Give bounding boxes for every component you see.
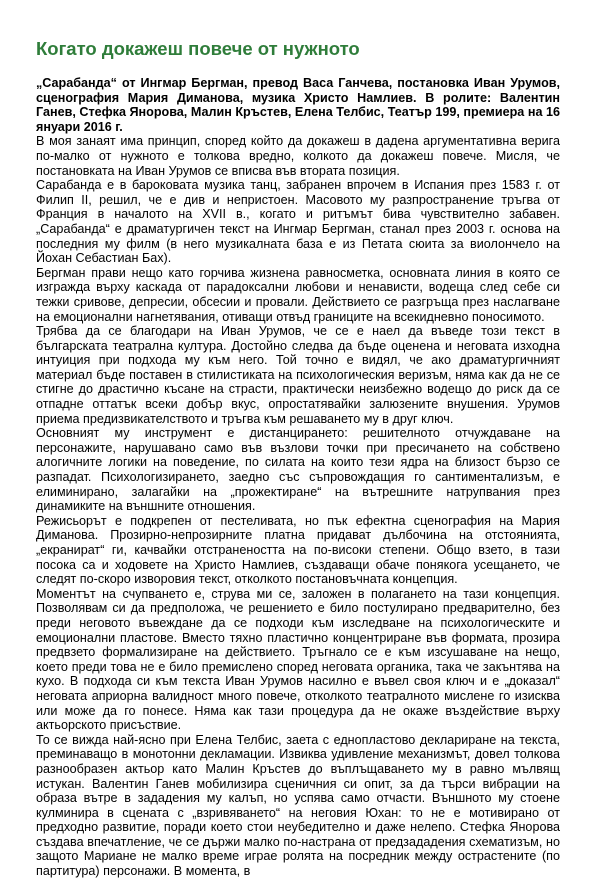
paragraph-8: То се вижда най-ясно при Елена Телбис, заета с еднопластово деклариране на текста, преминаващо в монотонни декламации. Извиква удивление механизмът, довел толкова разнообразен актьор като Малин Кръстев до въплъщаването му в равно мълвящ истукан. Валентин Ганев мобилизира сценичния си опит, за да търси вибрации на образа вътре в зададения му калъп, но успява само отчасти. Външното му стоене кулминира в сцената с „взривяването“ на неговия Юхан: то не е мотивирано от предходно развитие, поради което стои неубедително и даже нелепо. Стефка Янорова създава впечатление, че се държи малко по-настрана от предзададения схематизъм, но защото Мариане не малко време играе ролята на посредник между острастените (по партитура) персонажи. В момента, в	[36, 732, 560, 879]
paragraph-4: Трябва да се благодари на Иван Урумов, че се е наел да въведе този текст в българската театрална култура. Достойно следва да бъде оценена и неговата изходна интуиция при подхода му към него. Той точно е видял, че ако драматургичният материал бъде поставен в стилистиката на психологическия веризъм, няма как да не се стигне до драстично късане на страсти, практически неизбежно водещо до риск да се отпадне оттатък всеки добър вкус, опростатявайки залюзените внушения. Урумов приема предизвикателството и тръгва към решаването му в друг ключ.	[36, 324, 560, 426]
production-credits: „Сарабанда“ от Ингмар Бергман, превод Васа Ганчева, постановка Иван Урумов, сценография Мария Диманова, музика Христо Намлиев. В ролите: Валентин Ганев, Стефка Янорова, Малин Кръстев, Елена Телбис, Театър 199, премиера на 16 януари 2016 г.	[36, 76, 560, 134]
paragraph-2: Сарабанда е в бароковата музика танц, забранен впрочем в Испания през 1583 г. от Филип II, решил, че е див и непристоен. Масовото му разпространение тръгва от Франция в началото на XVII в., когато и ритъмът бива чувствително забавен. „Сарабанда“ е драматургичен текст на Ингмар Бергман, станал през 2003 г. основа на последния му филм (в него музикалната база е из Петата сюита за виолончело на Йохан Себастиан Бах).	[36, 178, 560, 266]
paragraph-1: В моя занаят има принцип, според който да докажеш в дадена аргументативна верига по-малко от нужното е толкова вредно, колкото да докажеш повече. Мисля, че постановката на Иван Урумов се вписва във втората позиция.	[36, 134, 560, 178]
paragraph-5: Основният му инструмент е дистанцирането: решителното отчуждаване на персонажите, нарушавано само във възлови точки при пресичането на собствено алогичните логики на поведение, по силата на които тези ядра на близост бързо се разпадат. Психологизирането, заедно със съпровождащия го сантиментализъм, е елиминирано, залагайки на „прожектиране“ на вътрешните натрупвания през динамиките на външните отношения.	[36, 426, 560, 514]
paragraph-7: Моментът на счупването е, струва ми се, заложен в полагането на тази концепция. Позволявам си да предположа, че решението е било постулирано предварително, без преди неговото въвеждане да се подходи към изследване на психологическите и емоционални пластове. Вместо тяхно пластично концентриране във формата, прозира предвзето формализиране на действието. Тръгнало се е към изсушаване на нещо, което преди това не е било премислено според неговата органика, така че закънтява на кухо. В подхода си към текста Иван Урумов насилно е въвел своя ключ и е „доказал“ неговата априорна валидност много повече, отколкото театралното мислене го изисква или може да го понесе. Няма как тази процедура да не окаже въздействие върху актьорското присъствие.	[36, 586, 560, 733]
article-title: Когато докажеш повече от нужното	[36, 38, 360, 59]
paragraph-6: Режисьорът е подкрепен от пестеливата, но пък ефектна сценография на Мария Диманова. Прозирно-непрозирните платна придават дълбочина на отстоянията, „екранират“ ги, качвайки отстранеността на по-високи степени. Общо взето, в тази посока са и ходовете на Христо Намлиев, създаващи обаче понякога усещането, че следят по-скоро изворовия текст, отколкото постановъчната концепция.	[36, 513, 560, 587]
paragraph-3: Бергман прави нещо като горчива жизнена равносметка, основната линия в която се изгражда върху каскада от парадоксални любови и ненависти, водеща след себе си тежки сривове, депресии, обсесии и провали. Действието се разгръща през наслагване на емоционални нагнетявания, отиващи отвъд границите на всекидневно поносимото.	[36, 265, 560, 324]
